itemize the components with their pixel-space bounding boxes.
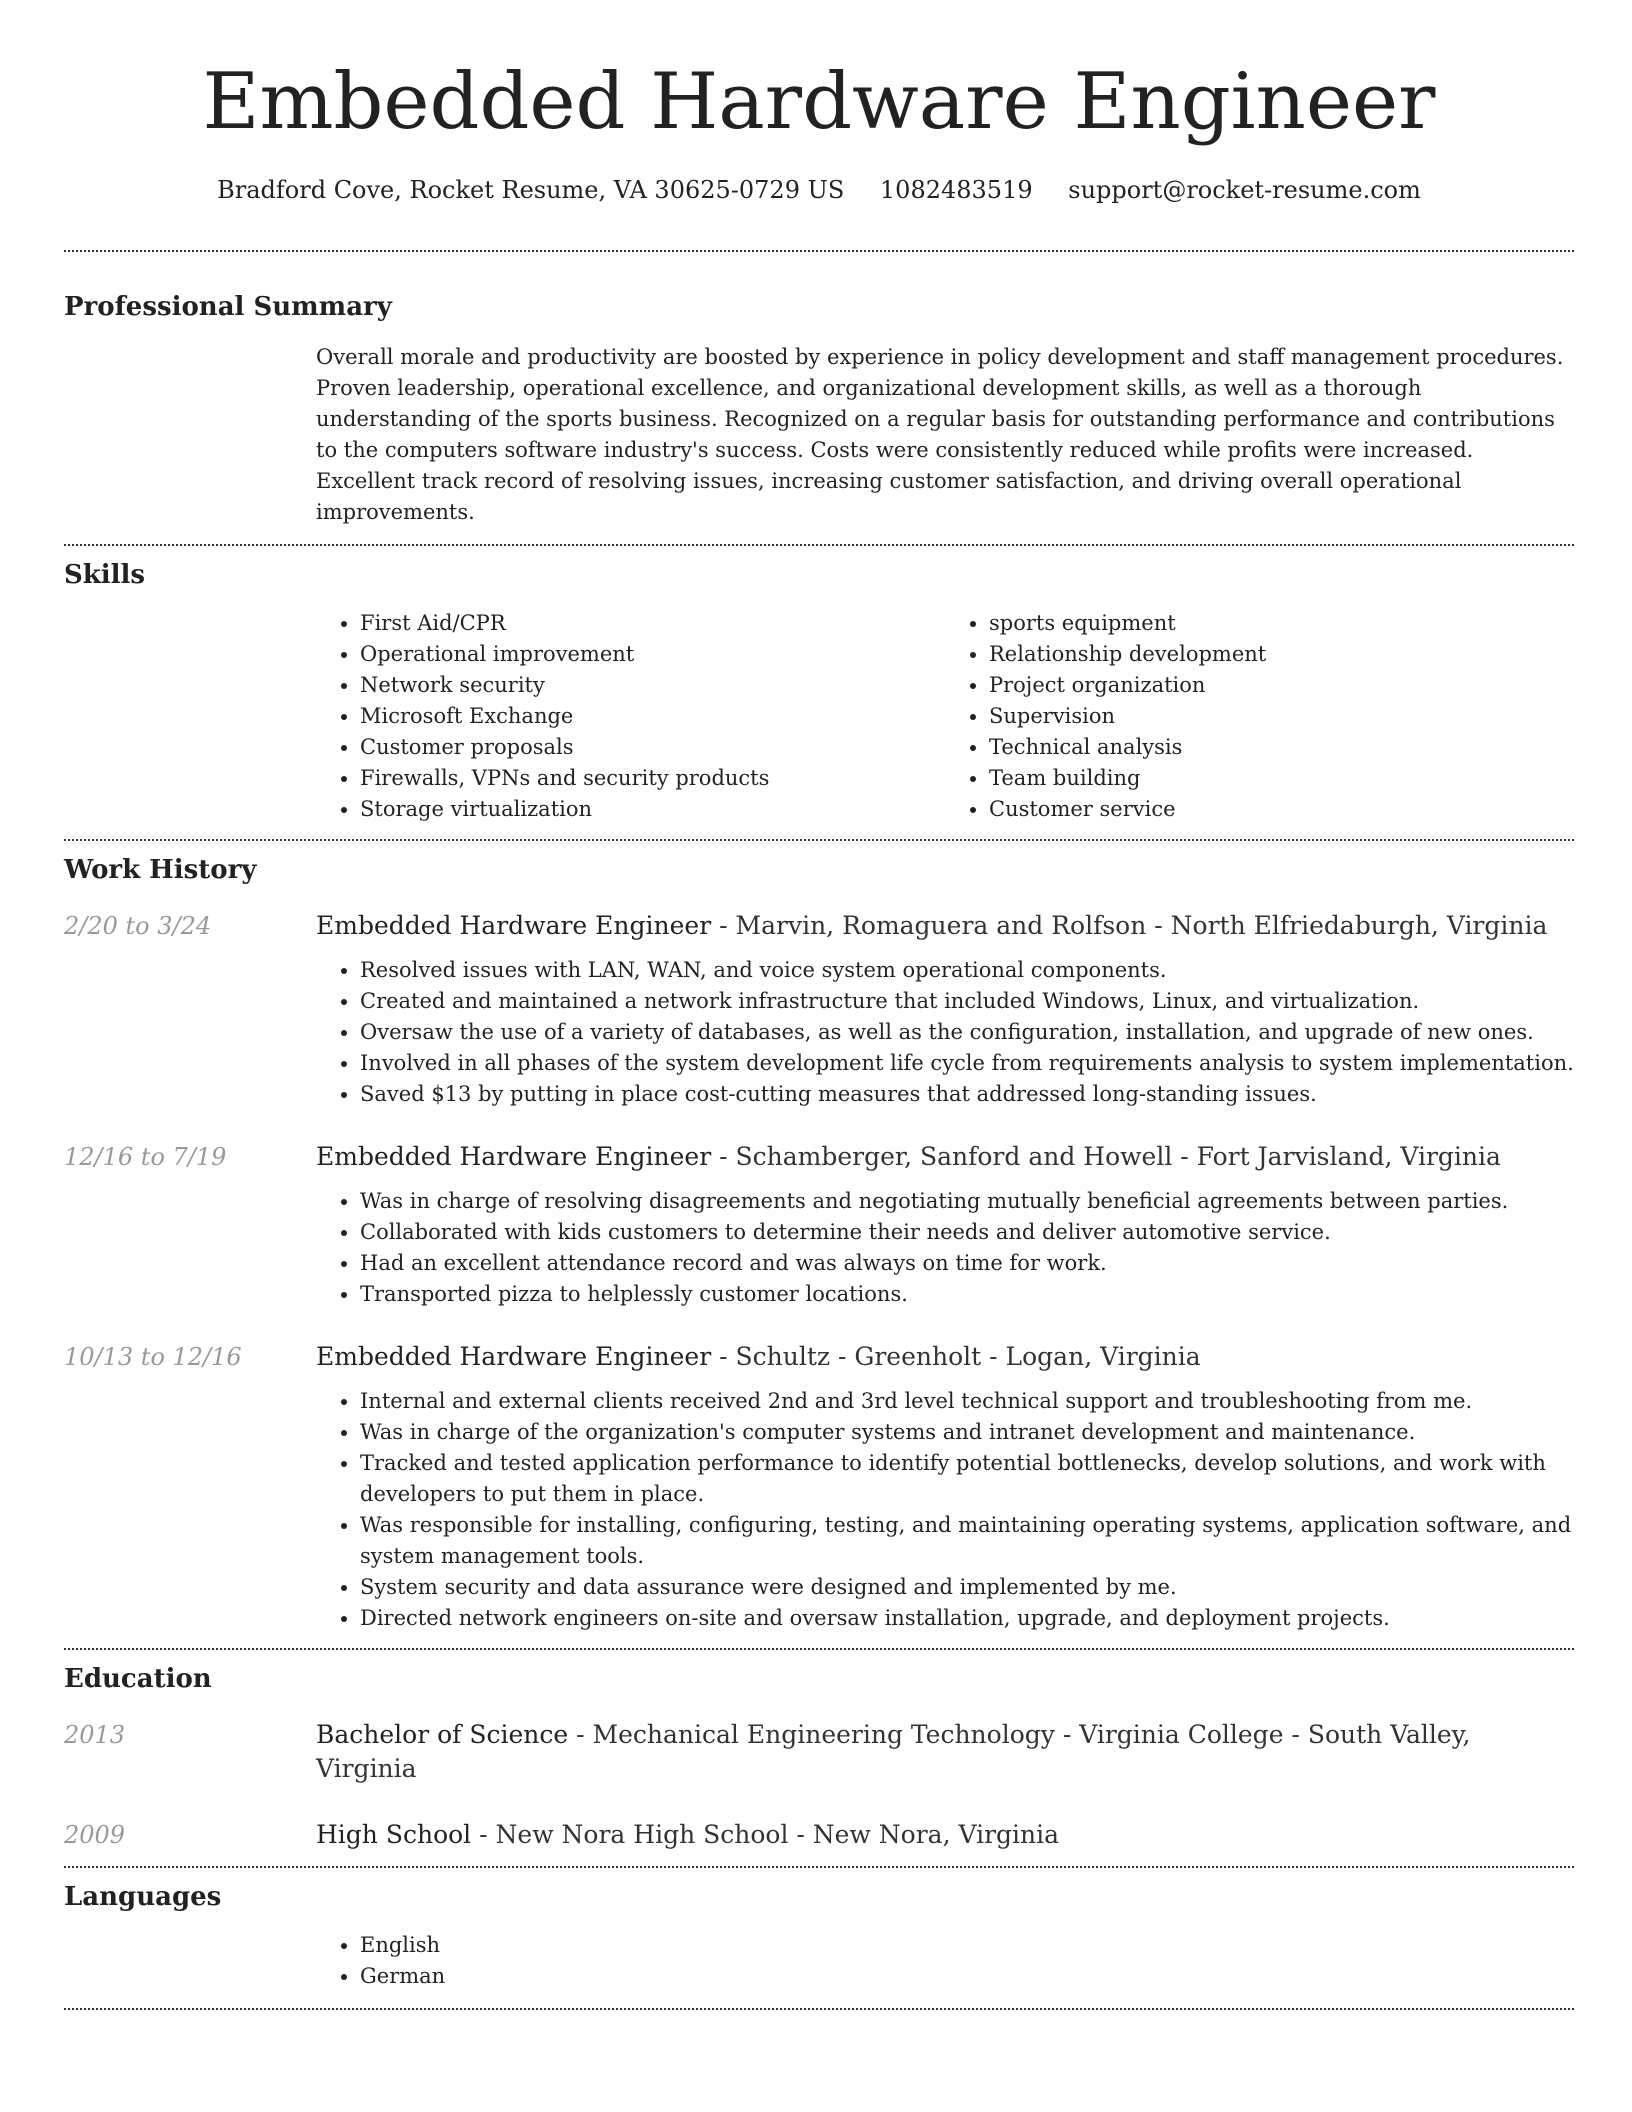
- job-bullet: • Collaborated with kids customers to determine their needs and deliver automotive service.: [360, 1217, 1574, 1248]
- divider: [64, 544, 1574, 546]
- job-heading: [316, 1340, 1574, 1374]
- job-entry: [64, 1140, 1574, 1310]
- education-school: - Mechanical Engineering Technology - Virginia College - South Valley, Virginia: [316, 1720, 1471, 1783]
- job-bullet: • Internal and external clients received 2nd and 3rd level technical support and troubleshooting from me.: [360, 1386, 1574, 1417]
- education-degree: High School: [316, 1820, 472, 1849]
- job-dates: 2/20 to 3/24: [64, 912, 212, 940]
- education-section: [64, 1662, 1574, 1866]
- skill-item: • Customer proposals: [360, 732, 945, 763]
- contact-address: Bradford Cove, Rocket Resume, VA 30625-0729 US: [217, 176, 845, 204]
- divider: [64, 1866, 1574, 1868]
- language-item: • German: [360, 1961, 1574, 1992]
- education-entry: [64, 1818, 1574, 1866]
- divider: [64, 1648, 1574, 1650]
- contact-line: [64, 174, 1574, 206]
- skill-item: • Project organization: [989, 670, 1574, 701]
- job-bullets: [316, 1386, 1574, 1648]
- job-bullet: • Involved in all phases of the system development life cycle from requirements analysis to system implementation.: [360, 1048, 1574, 1079]
- education-year: 2009: [64, 1821, 126, 1849]
- skill-item: • Firewalls, VPNs and security products: [360, 763, 945, 794]
- job-heading: [316, 1140, 1574, 1174]
- divider: [64, 250, 1574, 252]
- job-dates: 12/16 to 7/19: [64, 1143, 227, 1171]
- job-employer: - Schultz - Greenholt - Logan, Virginia: [711, 1342, 1201, 1371]
- candidate-name: Embedded Hardware Engineer: [202, 57, 1436, 147]
- job-bullet: • Was in charge of the organization's computer systems and intranet development and maintenance.: [360, 1417, 1574, 1448]
- languages-section: [64, 1880, 1574, 2008]
- summary-section: [64, 290, 1574, 544]
- education-entry: [64, 1718, 1574, 1786]
- job-bullet: • Created and maintained a network infrastructure that included Windows, Linux, and virtualization.: [360, 986, 1574, 1017]
- job-bullet: • Saved $13 by putting in place cost-cutting measures that addressed long-standing issues.: [360, 1079, 1574, 1110]
- job-heading: [316, 909, 1574, 943]
- section-title-education: Education: [64, 1664, 212, 1694]
- job-entry: [64, 909, 1574, 1110]
- languages-list: [316, 1930, 1574, 2008]
- section-title-work: Work History: [64, 855, 257, 885]
- section-title-languages: Languages: [64, 1882, 222, 1912]
- skill-item: • Storage virtualization: [360, 794, 945, 825]
- job-role: Embedded Hardware Engineer: [316, 1342, 712, 1371]
- job-role: Embedded Hardware Engineer: [316, 1142, 712, 1171]
- skill-item: • sports equipment: [989, 608, 1574, 639]
- skills-section: [64, 558, 1574, 839]
- skill-item: • Technical analysis: [989, 732, 1574, 763]
- job-dates: 10/13 to 12/16: [64, 1343, 242, 1371]
- skill-item: • Team building: [989, 763, 1574, 794]
- education-heading: [316, 1718, 1574, 1786]
- skill-item: • Supervision: [989, 701, 1574, 732]
- resume-page: [64, 0, 1574, 2010]
- skill-item: • Relationship development: [989, 639, 1574, 670]
- divider: [64, 839, 1574, 841]
- job-bullets: [316, 1186, 1574, 1310]
- job-bullet: • Transported pizza to helplessly customer locations.: [360, 1279, 1574, 1310]
- summary-text: Overall morale and productivity are boosted by experience in policy development and staff management procedures. Proven leadership, operational excellence, and organizational development skills, as well as a thorough understanding of the sports business. Recognized on a regular basis for outstanding performance and contributions to the computers software industry's success. Costs were consistently reduced while profits were increased. Excellent track record of resolving issues, increasing customer satisfaction, and driving overall operational improvements.: [316, 345, 1564, 524]
- contact-phone: 1082483519: [879, 176, 1033, 204]
- job-bullet: • System security and data assurance were designed and implemented by me.: [360, 1572, 1574, 1603]
- divider: [64, 2008, 1574, 2010]
- skill-item: • Microsoft Exchange: [360, 701, 945, 732]
- education-degree: Bachelor of Science: [316, 1720, 569, 1749]
- job-employer: - Marvin, Romaguera and Rolfson - North Elfriedaburgh, Virginia: [711, 911, 1548, 940]
- contact-email: support@rocket-resume.com: [1068, 176, 1421, 204]
- language-item: • English: [360, 1930, 1574, 1961]
- job-bullet: • Directed network engineers on-site and oversaw installation, upgrade, and deployment projects.: [360, 1603, 1574, 1634]
- job-bullets: [316, 955, 1574, 1110]
- job-bullet: • Resolved issues with LAN, WAN, and voice system operational components.: [360, 955, 1574, 986]
- job-bullet: • Had an excellent attendance record and was always on time for work.: [360, 1248, 1574, 1279]
- job-role: Embedded Hardware Engineer: [316, 911, 712, 940]
- skills-list-left: [316, 608, 945, 825]
- section-title-skills: Skills: [64, 560, 146, 590]
- skill-item: • First Aid/CPR: [360, 608, 945, 639]
- skill-item: • Network security: [360, 670, 945, 701]
- job-entry: [64, 1340, 1574, 1648]
- skill-item: • Customer service: [989, 794, 1574, 825]
- skill-item: • Operational improvement: [360, 639, 945, 670]
- skills-list-right: [945, 608, 1574, 825]
- education-year: 2013: [64, 1721, 126, 1749]
- work-section: [64, 853, 1574, 1648]
- job-bullet: • Oversaw the use of a variety of databases, as well as the configuration, installation, and upgrade of new ones.: [360, 1017, 1574, 1048]
- job-bullet: • Tracked and tested application performance to identify potential bottlenecks, develop solutions, and work with developers to put them in place.: [360, 1448, 1574, 1510]
- job-employer: - Schamberger, Sanford and Howell - Fort Jarvisland, Virginia: [711, 1142, 1501, 1171]
- job-bullet: • Was in charge of resolving disagreements and negotiating mutually beneficial agreements between parties.: [360, 1186, 1574, 1217]
- job-bullet: • Was responsible for installing, configuring, testing, and maintaining operating systems, application software, and system management tools.: [360, 1510, 1574, 1572]
- education-heading: [316, 1818, 1574, 1852]
- education-school: - New Nora High School - New Nora, Virginia: [471, 1820, 1060, 1849]
- skills-columns: [316, 608, 1574, 839]
- section-title-summary: Professional Summary: [64, 292, 392, 322]
